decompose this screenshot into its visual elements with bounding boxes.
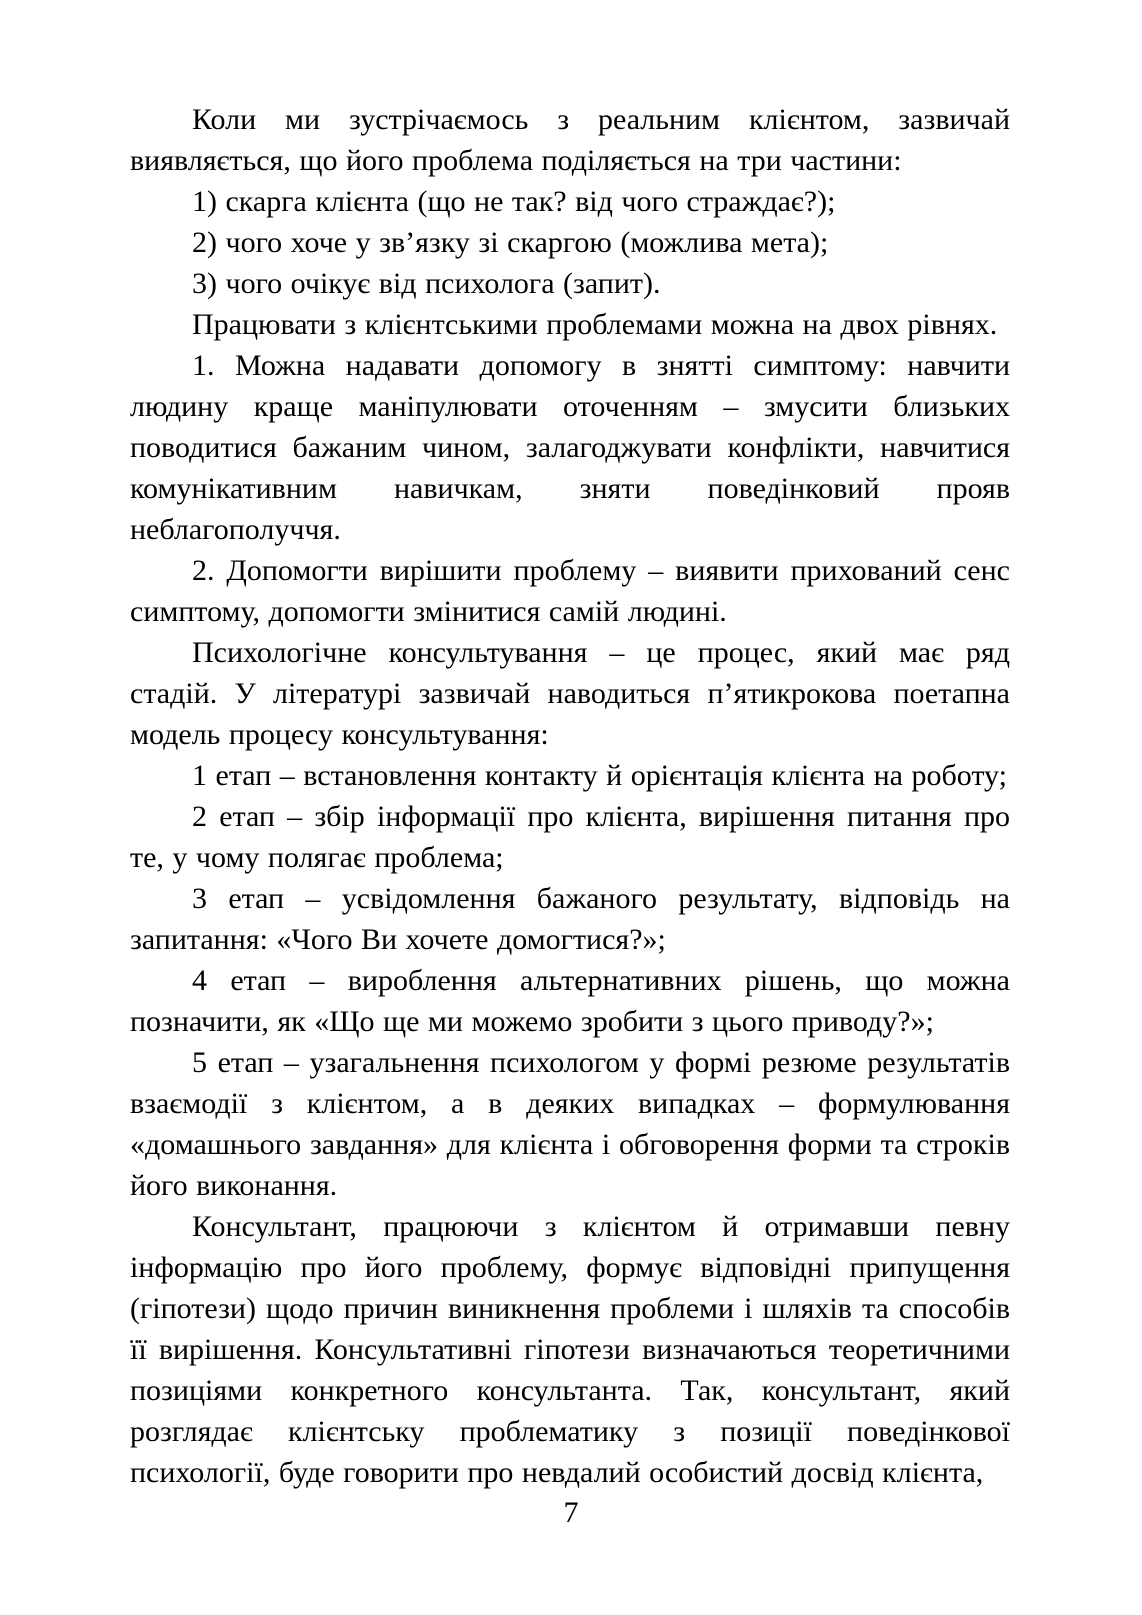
list-item-3: 3) чого очікує від психолога (запит).	[192, 267, 661, 300]
paragraph-stage-2: 2 етап – збір інформації про клієнта, вирішення питання про те, у чому полягає проблема;	[130, 800, 1010, 874]
paragraph-stage-3: 3 етап – усвідомлення бажаного результату, відповідь на запитання: «Чого Ви хочете домогтися?»;	[130, 882, 1010, 956]
paragraph-intro: Коли ми зустрічаємось з реальним клієнтом, зазвичай виявляється, що його проблема поділяється на три частини:	[130, 103, 1010, 177]
paragraph-stage-1: 1 етап – встановлення контакту й орієнтація клієнта на роботу;	[192, 759, 1007, 792]
paragraph-stage-4: 4 етап – вироблення альтернативних рішень, що можна позначити, як «Що ще ми можемо зробити з цього приводу?»;	[130, 964, 1010, 1038]
list-item-2: 2) чого хоче у зв’язку зі скаргою (можлива мета);	[192, 226, 829, 259]
paragraph-stage-5: 5 етап – узагальнення психологом у формі резюме результатів взаємодії з клієнтом, а в деяких випадках – формулювання «домашнього завдання» для клієнта і обговорення форми та строків його виконання.	[130, 1046, 1010, 1202]
paragraph-level-2: 2. Допомогти вирішити проблему – виявити прихований сенс симптому, допомогти змінитися самій людині.	[130, 554, 1010, 628]
list-item-1: 1) скарга клієнта (що не так? від чого страждає?);	[192, 185, 836, 218]
paragraph-consultant: Консультант, працюючи з клієнтом й отримавши певну інформацію про його проблему, формує відповідні припущення (гіпотези) щодо причин виникнення проблеми і шляхів та способів її вирішення. Консультативні гіпотези визначаються теоретичними позиціями конкретного консультанта. Так, консультант, який розглядає клієнтську проблематику з позиції поведінкової психології, буде говорити про невдалий особистий досвід клієнта,	[130, 1210, 1010, 1489]
paragraph-two-levels: Працювати з клієнтськими проблемами можна на двох рівнях.	[192, 308, 998, 341]
page-number: 7	[563, 1496, 579, 1529]
paragraph-level-1: 1. Можна надавати допомогу в знятті симптому: навчити людину краще маніпулювати оточенням – змусити близьких поводитися бажаним чином, залагоджувати конфлікти, навчитися комунікативним навичкам, зняти поведінковий прояв неблагополуччя.	[130, 349, 1010, 546]
paragraph-stages-intro: Психологічне консультування – це процес, який має ряд стадій. У літературі зазвичай наводиться п’ятикрокова поетапна модель процесу консультування:	[130, 636, 1010, 751]
